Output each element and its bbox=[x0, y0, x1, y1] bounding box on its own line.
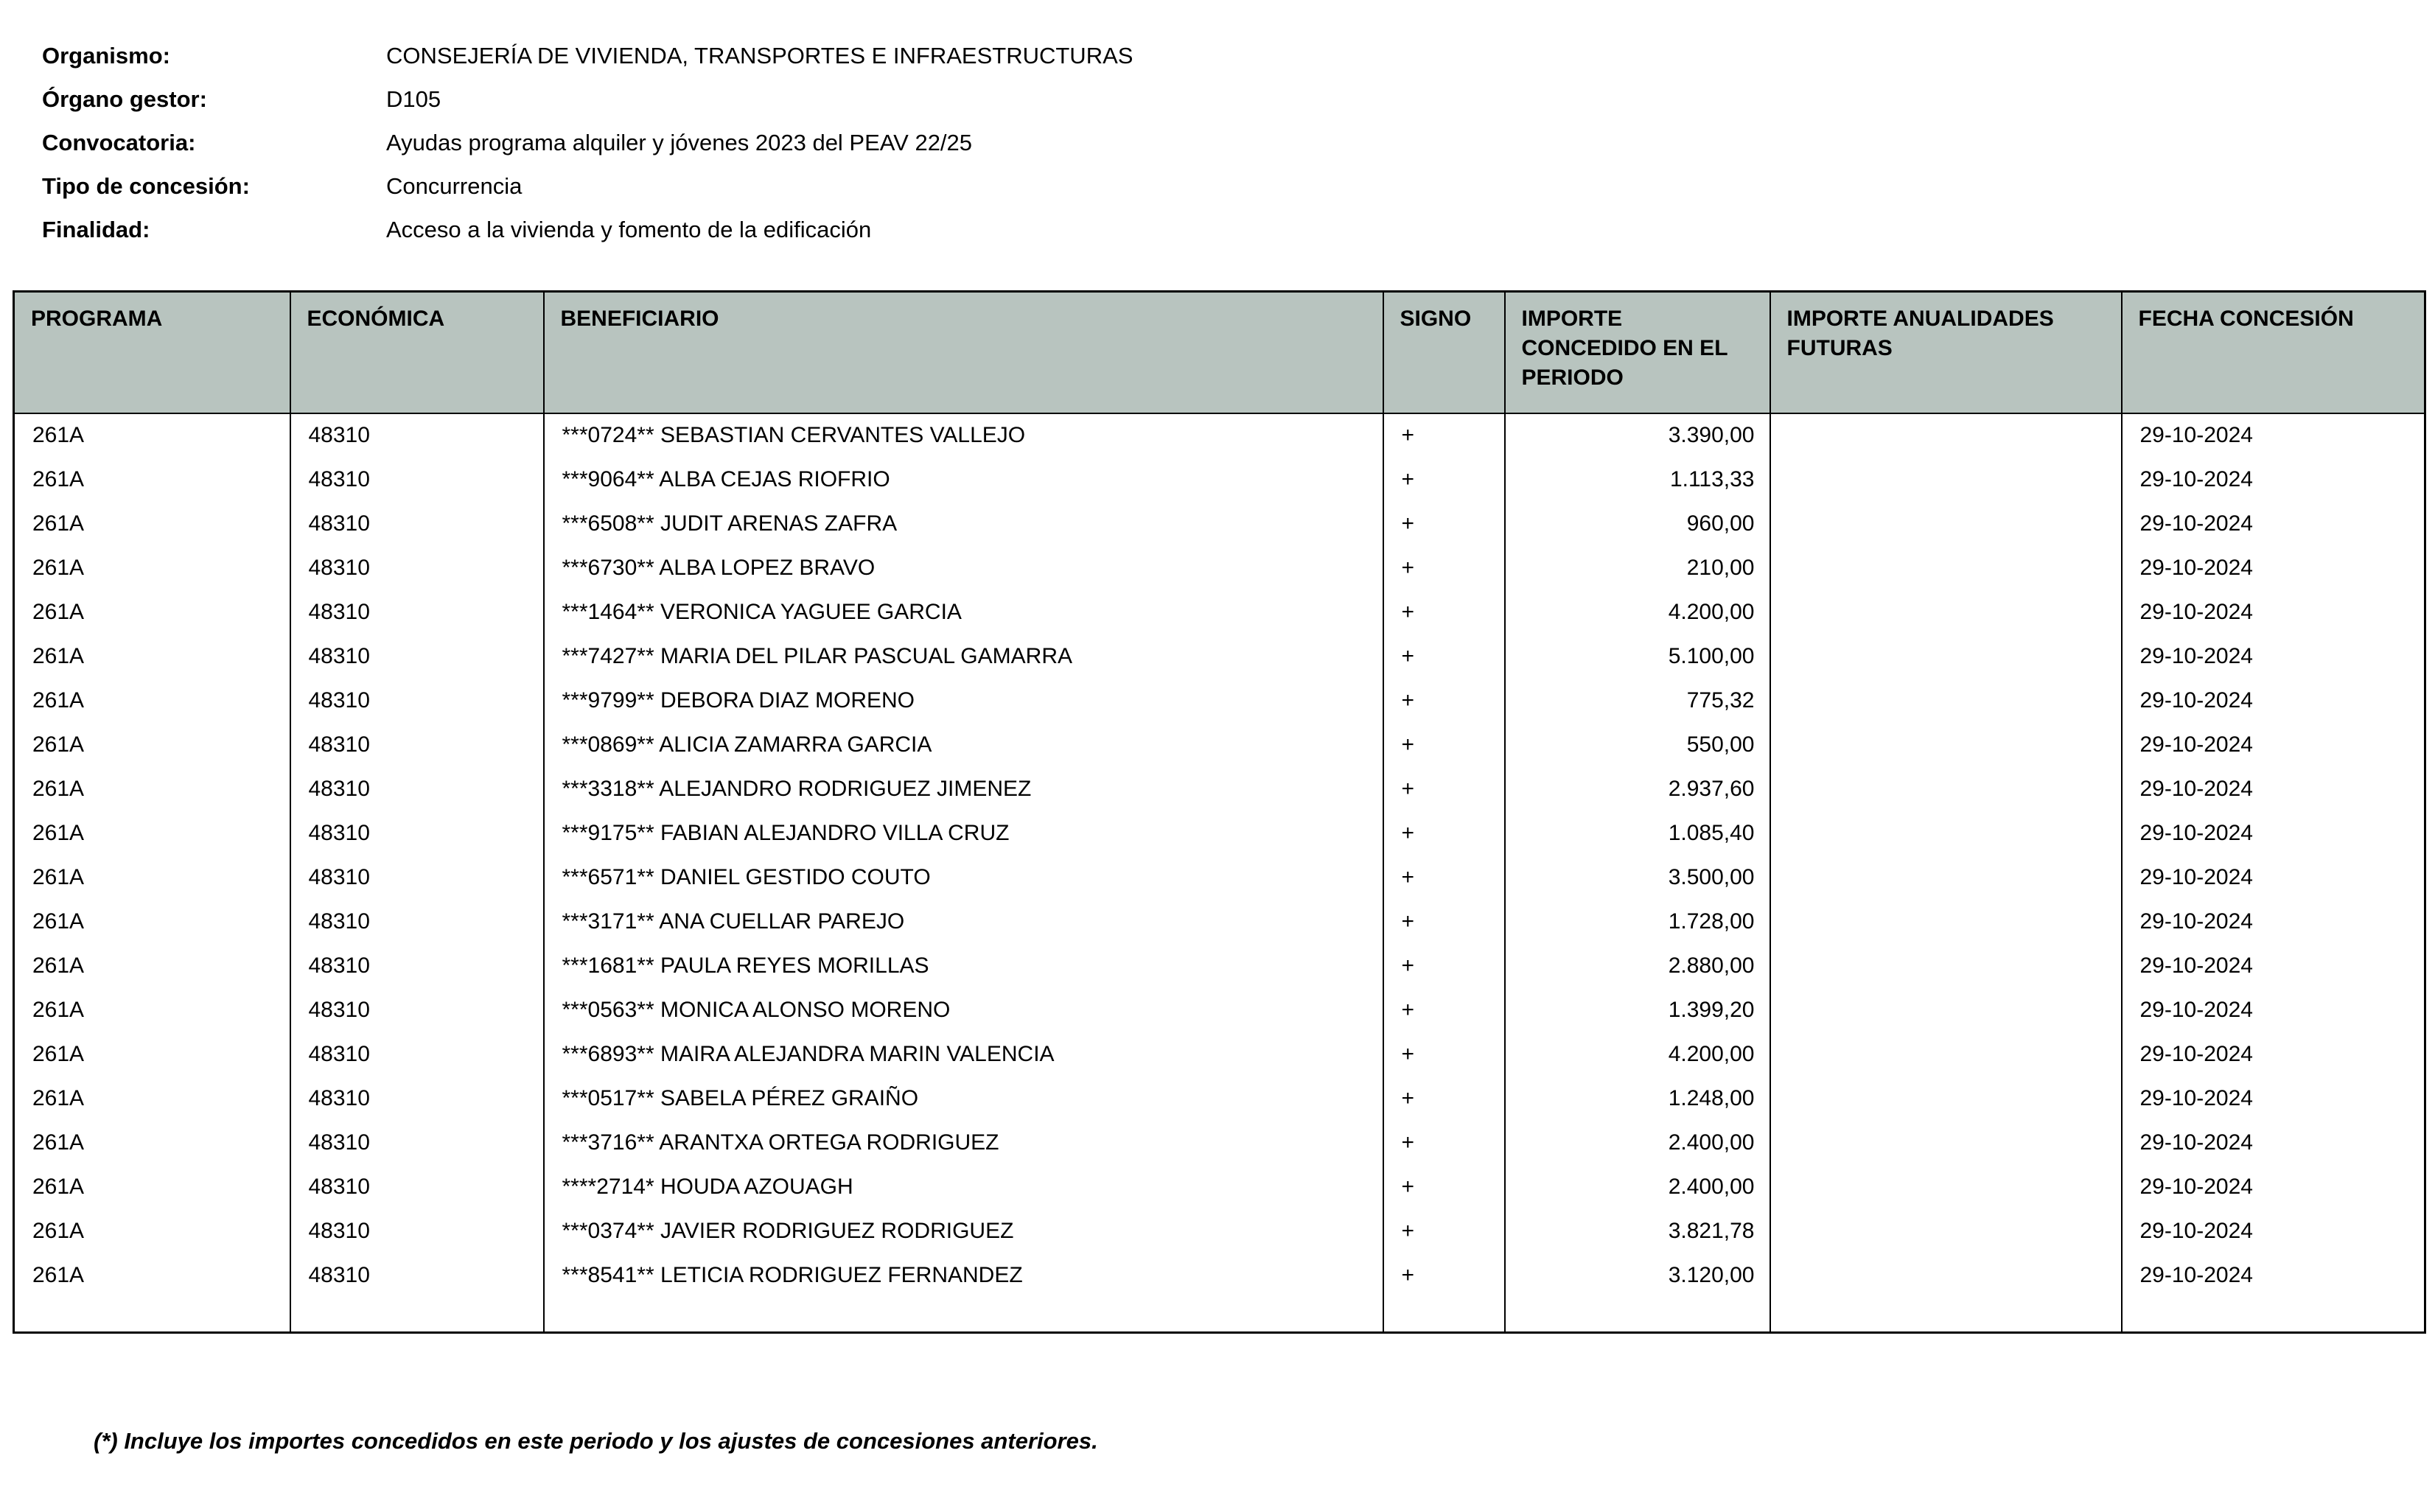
col-programa: PROGRAMA bbox=[14, 292, 290, 413]
table-header bbox=[14, 292, 2425, 413]
cell-fecha-concesion: 29-10-2024 bbox=[2122, 1121, 2425, 1165]
cell-importe-anualidades bbox=[1770, 546, 2122, 590]
cell-beneficiario: ***3171** ANA CUELLAR PAREJO bbox=[544, 900, 1383, 944]
meta-row-organo-gestor bbox=[42, 86, 1133, 130]
cell-fecha-concesion: 29-10-2024 bbox=[2122, 1032, 2425, 1077]
cell-fecha-concesion: 29-10-2024 bbox=[2122, 1253, 2425, 1298]
cell-programa: 261A bbox=[14, 900, 290, 944]
cell-beneficiario: ***9175** FABIAN ALEJANDRO VILLA CRUZ bbox=[544, 811, 1383, 855]
cell-economica: 48310 bbox=[290, 1077, 544, 1121]
cell-importe-periodo: 3.390,00 bbox=[1505, 413, 1770, 458]
cell-importe-periodo: 5.100,00 bbox=[1505, 634, 1770, 679]
meta-label: Tipo de concesión: bbox=[42, 173, 250, 199]
cell-economica: 48310 bbox=[290, 1121, 544, 1165]
cell-importe-anualidades bbox=[1770, 634, 2122, 679]
cell-signo: + bbox=[1383, 944, 1505, 988]
cell-importe-anualidades bbox=[1770, 944, 2122, 988]
table-row bbox=[14, 458, 2425, 502]
cell-importe-periodo: 4.200,00 bbox=[1505, 1032, 1770, 1077]
table-row bbox=[14, 679, 2425, 723]
cell-importe-periodo: 3.821,78 bbox=[1505, 1209, 1770, 1253]
cell-signo: + bbox=[1383, 855, 1505, 900]
cell-importe-anualidades bbox=[1770, 679, 2122, 723]
table-row bbox=[14, 502, 2425, 546]
table-row bbox=[14, 1077, 2425, 1121]
cell-beneficiario: ***3318** ALEJANDRO RODRIGUEZ JIMENEZ bbox=[544, 767, 1383, 811]
cell-economica: 48310 bbox=[290, 1253, 544, 1298]
cell-economica: 48310 bbox=[290, 413, 544, 458]
cell-signo: + bbox=[1383, 811, 1505, 855]
cell-signo: + bbox=[1383, 458, 1505, 502]
cell-importe-periodo: 1.085,40 bbox=[1505, 811, 1770, 855]
cell-programa: 261A bbox=[14, 944, 290, 988]
cell-signo: + bbox=[1383, 900, 1505, 944]
cell-fecha-concesion: 29-10-2024 bbox=[2122, 767, 2425, 811]
cell-fecha-concesion: 29-10-2024 bbox=[2122, 546, 2425, 590]
cell-signo: + bbox=[1383, 634, 1505, 679]
cell-importe-periodo: 1.728,00 bbox=[1505, 900, 1770, 944]
cell-economica: 48310 bbox=[290, 679, 544, 723]
cell-importe-periodo: 2.880,00 bbox=[1505, 944, 1770, 988]
cell-importe-periodo: 3.500,00 bbox=[1505, 855, 1770, 900]
cell-importe-anualidades bbox=[1770, 1032, 2122, 1077]
cell-beneficiario: ***9799** DEBORA DIAZ MORENO bbox=[544, 679, 1383, 723]
meta-row-convocatoria bbox=[42, 130, 1133, 173]
cell-signo: + bbox=[1383, 1032, 1505, 1077]
cell-signo: + bbox=[1383, 502, 1505, 546]
cell-economica: 48310 bbox=[290, 988, 544, 1032]
cell-economica: 48310 bbox=[290, 723, 544, 767]
meta-value: Ayudas programa alquiler y jóvenes 2023 del PEAV 22/25 bbox=[386, 130, 973, 155]
table-row bbox=[14, 1121, 2425, 1165]
cell-beneficiario: ***8541** LETICIA RODRIGUEZ FERNANDEZ bbox=[544, 1253, 1383, 1298]
meta-block bbox=[42, 43, 1133, 260]
cell-importe-anualidades bbox=[1770, 988, 2122, 1032]
cell-importe-periodo: 775,32 bbox=[1505, 679, 1770, 723]
cell-signo: + bbox=[1383, 413, 1505, 458]
cell-signo: + bbox=[1383, 679, 1505, 723]
cell-signo: + bbox=[1383, 1165, 1505, 1209]
spacer-cell bbox=[290, 1298, 544, 1333]
cell-programa: 261A bbox=[14, 502, 290, 546]
cell-programa: 261A bbox=[14, 1209, 290, 1253]
cell-importe-periodo: 1.248,00 bbox=[1505, 1077, 1770, 1121]
cell-programa: 261A bbox=[14, 546, 290, 590]
table-row bbox=[14, 855, 2425, 900]
table-row bbox=[14, 723, 2425, 767]
spacer-cell bbox=[544, 1298, 1383, 1333]
cell-economica: 48310 bbox=[290, 458, 544, 502]
cell-signo: + bbox=[1383, 1209, 1505, 1253]
cell-economica: 48310 bbox=[290, 1032, 544, 1077]
cell-fecha-concesion: 29-10-2024 bbox=[2122, 1077, 2425, 1121]
cell-economica: 48310 bbox=[290, 944, 544, 988]
cell-beneficiario: ***0869** ALICIA ZAMARRA GARCIA bbox=[544, 723, 1383, 767]
spacer-cell bbox=[1383, 1298, 1505, 1333]
table-row bbox=[14, 634, 2425, 679]
cell-economica: 48310 bbox=[290, 767, 544, 811]
table-row bbox=[14, 413, 2425, 458]
cell-fecha-concesion: 29-10-2024 bbox=[2122, 590, 2425, 634]
cell-signo: + bbox=[1383, 1121, 1505, 1165]
col-fecha-concesion: FECHA CONCESIÓN bbox=[2122, 292, 2425, 413]
meta-label: Finalidad: bbox=[42, 217, 150, 242]
cell-programa: 261A bbox=[14, 1121, 290, 1165]
cell-economica: 48310 bbox=[290, 855, 544, 900]
cell-importe-periodo: 210,00 bbox=[1505, 546, 1770, 590]
cell-signo: + bbox=[1383, 590, 1505, 634]
meta-label: Órgano gestor: bbox=[42, 86, 207, 112]
cell-beneficiario: ***7427** MARIA DEL PILAR PASCUAL GAMARRA bbox=[544, 634, 1383, 679]
cell-beneficiario: ***9064** ALBA CEJAS RIOFRIO bbox=[544, 458, 1383, 502]
table-row bbox=[14, 1165, 2425, 1209]
col-beneficiario: BENEFICIARIO bbox=[544, 292, 1383, 413]
table-row bbox=[14, 1209, 2425, 1253]
cell-importe-anualidades bbox=[1770, 811, 2122, 855]
meta-row-finalidad bbox=[42, 217, 1133, 260]
cell-signo: + bbox=[1383, 723, 1505, 767]
col-importe-periodo: IMPORTE CONCEDIDO EN EL PERIODO bbox=[1505, 292, 1770, 413]
cell-programa: 261A bbox=[14, 413, 290, 458]
table-row bbox=[14, 944, 2425, 988]
cell-importe-periodo: 550,00 bbox=[1505, 723, 1770, 767]
table-row bbox=[14, 590, 2425, 634]
cell-programa: 261A bbox=[14, 811, 290, 855]
footnote: (*) Incluye los importes concedidos en este periodo y los ajustes de concesiones anteriores. bbox=[94, 1428, 1098, 1454]
meta-value: Acceso a la vivienda y fomento de la edificación bbox=[386, 217, 872, 242]
table-footer-spacer bbox=[14, 1298, 2425, 1333]
cell-importe-anualidades bbox=[1770, 413, 2122, 458]
cell-programa: 261A bbox=[14, 855, 290, 900]
spacer-cell bbox=[14, 1298, 290, 1333]
table-row bbox=[14, 546, 2425, 590]
cell-importe-periodo: 960,00 bbox=[1505, 502, 1770, 546]
cell-importe-periodo: 2.400,00 bbox=[1505, 1165, 1770, 1209]
grants-table bbox=[13, 290, 2426, 1334]
cell-economica: 48310 bbox=[290, 546, 544, 590]
cell-fecha-concesion: 29-10-2024 bbox=[2122, 1165, 2425, 1209]
cell-importe-anualidades bbox=[1770, 1121, 2122, 1165]
meta-label: Convocatoria: bbox=[42, 130, 196, 155]
cell-fecha-concesion: 29-10-2024 bbox=[2122, 855, 2425, 900]
cell-beneficiario: ***6730** ALBA LOPEZ BRAVO bbox=[544, 546, 1383, 590]
cell-beneficiario: ***6893** MAIRA ALEJANDRA MARIN VALENCIA bbox=[544, 1032, 1383, 1077]
cell-economica: 48310 bbox=[290, 634, 544, 679]
col-economica: ECONÓMICA bbox=[290, 292, 544, 413]
cell-programa: 261A bbox=[14, 634, 290, 679]
cell-economica: 48310 bbox=[290, 1209, 544, 1253]
cell-signo: + bbox=[1383, 767, 1505, 811]
meta-label: Organismo: bbox=[42, 43, 170, 69]
cell-importe-anualidades bbox=[1770, 855, 2122, 900]
cell-fecha-concesion: 29-10-2024 bbox=[2122, 1209, 2425, 1253]
col-signo: SIGNO bbox=[1383, 292, 1505, 413]
table-row bbox=[14, 1253, 2425, 1298]
cell-importe-anualidades bbox=[1770, 458, 2122, 502]
cell-beneficiario: ***3716** ARANTXA ORTEGA RODRIGUEZ bbox=[544, 1121, 1383, 1165]
cell-importe-periodo: 4.200,00 bbox=[1505, 590, 1770, 634]
cell-economica: 48310 bbox=[290, 502, 544, 546]
cell-importe-periodo: 1.399,20 bbox=[1505, 988, 1770, 1032]
cell-programa: 261A bbox=[14, 988, 290, 1032]
cell-importe-periodo: 2.937,60 bbox=[1505, 767, 1770, 811]
cell-importe-anualidades bbox=[1770, 1165, 2122, 1209]
cell-importe-periodo: 3.120,00 bbox=[1505, 1253, 1770, 1298]
cell-economica: 48310 bbox=[290, 1165, 544, 1209]
table-row bbox=[14, 767, 2425, 811]
cell-signo: + bbox=[1383, 988, 1505, 1032]
cell-beneficiario: ***0374** JAVIER RODRIGUEZ RODRIGUEZ bbox=[544, 1209, 1383, 1253]
cell-fecha-concesion: 29-10-2024 bbox=[2122, 723, 2425, 767]
cell-beneficiario: ***0563** MONICA ALONSO MORENO bbox=[544, 988, 1383, 1032]
cell-fecha-concesion: 29-10-2024 bbox=[2122, 944, 2425, 988]
meta-row-organismo bbox=[42, 43, 1133, 86]
cell-beneficiario: ***1464** VERONICA YAGUEE GARCIA bbox=[544, 590, 1383, 634]
table-row bbox=[14, 900, 2425, 944]
table-row bbox=[14, 1032, 2425, 1077]
cell-programa: 261A bbox=[14, 723, 290, 767]
cell-signo: + bbox=[1383, 1253, 1505, 1298]
cell-importe-anualidades bbox=[1770, 723, 2122, 767]
cell-fecha-concesion: 29-10-2024 bbox=[2122, 679, 2425, 723]
cell-importe-anualidades bbox=[1770, 1077, 2122, 1121]
cell-economica: 48310 bbox=[290, 590, 544, 634]
cell-beneficiario: ***6571** DANIEL GESTIDO COUTO bbox=[544, 855, 1383, 900]
cell-fecha-concesion: 29-10-2024 bbox=[2122, 988, 2425, 1032]
cell-importe-periodo: 2.400,00 bbox=[1505, 1121, 1770, 1165]
cell-importe-anualidades bbox=[1770, 767, 2122, 811]
spacer-cell bbox=[1770, 1298, 2122, 1333]
cell-fecha-concesion: 29-10-2024 bbox=[2122, 900, 2425, 944]
cell-fecha-concesion: 29-10-2024 bbox=[2122, 634, 2425, 679]
cell-programa: 261A bbox=[14, 590, 290, 634]
meta-value: Concurrencia bbox=[386, 173, 523, 199]
cell-programa: 261A bbox=[14, 1165, 290, 1209]
cell-beneficiario: ***6508** JUDIT ARENAS ZAFRA bbox=[544, 502, 1383, 546]
cell-beneficiario: ****2714* HOUDA AZOUAGH bbox=[544, 1165, 1383, 1209]
cell-beneficiario: ***0517** SABELA PÉREZ GRAIÑO bbox=[544, 1077, 1383, 1121]
cell-signo: + bbox=[1383, 546, 1505, 590]
spacer-cell bbox=[1505, 1298, 1770, 1333]
cell-programa: 261A bbox=[14, 458, 290, 502]
table-body bbox=[14, 413, 2425, 1298]
meta-value: CONSEJERÍA DE VIVIENDA, TRANSPORTES E INFRAESTRUCTURAS bbox=[386, 43, 1133, 69]
cell-importe-periodo: 1.113,33 bbox=[1505, 458, 1770, 502]
cell-fecha-concesion: 29-10-2024 bbox=[2122, 458, 2425, 502]
cell-importe-anualidades bbox=[1770, 590, 2122, 634]
cell-importe-anualidades bbox=[1770, 1253, 2122, 1298]
cell-importe-anualidades bbox=[1770, 502, 2122, 546]
table-row bbox=[14, 988, 2425, 1032]
cell-economica: 48310 bbox=[290, 900, 544, 944]
spacer-cell bbox=[2122, 1298, 2425, 1333]
cell-importe-anualidades bbox=[1770, 1209, 2122, 1253]
cell-signo: + bbox=[1383, 1077, 1505, 1121]
meta-value: D105 bbox=[386, 86, 441, 112]
cell-economica: 48310 bbox=[290, 811, 544, 855]
cell-fecha-concesion: 29-10-2024 bbox=[2122, 502, 2425, 546]
cell-programa: 261A bbox=[14, 1077, 290, 1121]
cell-programa: 261A bbox=[14, 1253, 290, 1298]
cell-programa: 261A bbox=[14, 767, 290, 811]
cell-beneficiario: ***1681** PAULA REYES MORILLAS bbox=[544, 944, 1383, 988]
cell-importe-anualidades bbox=[1770, 900, 2122, 944]
cell-programa: 261A bbox=[14, 1032, 290, 1077]
table-row bbox=[14, 811, 2425, 855]
cell-fecha-concesion: 29-10-2024 bbox=[2122, 413, 2425, 458]
col-importe-anualidades: IMPORTE ANUALIDADES FUTURAS bbox=[1770, 292, 2122, 413]
cell-beneficiario: ***0724** SEBASTIAN CERVANTES VALLEJO bbox=[544, 413, 1383, 458]
cell-programa: 261A bbox=[14, 679, 290, 723]
cell-fecha-concesion: 29-10-2024 bbox=[2122, 811, 2425, 855]
meta-row-tipo-concesion bbox=[42, 173, 1133, 217]
